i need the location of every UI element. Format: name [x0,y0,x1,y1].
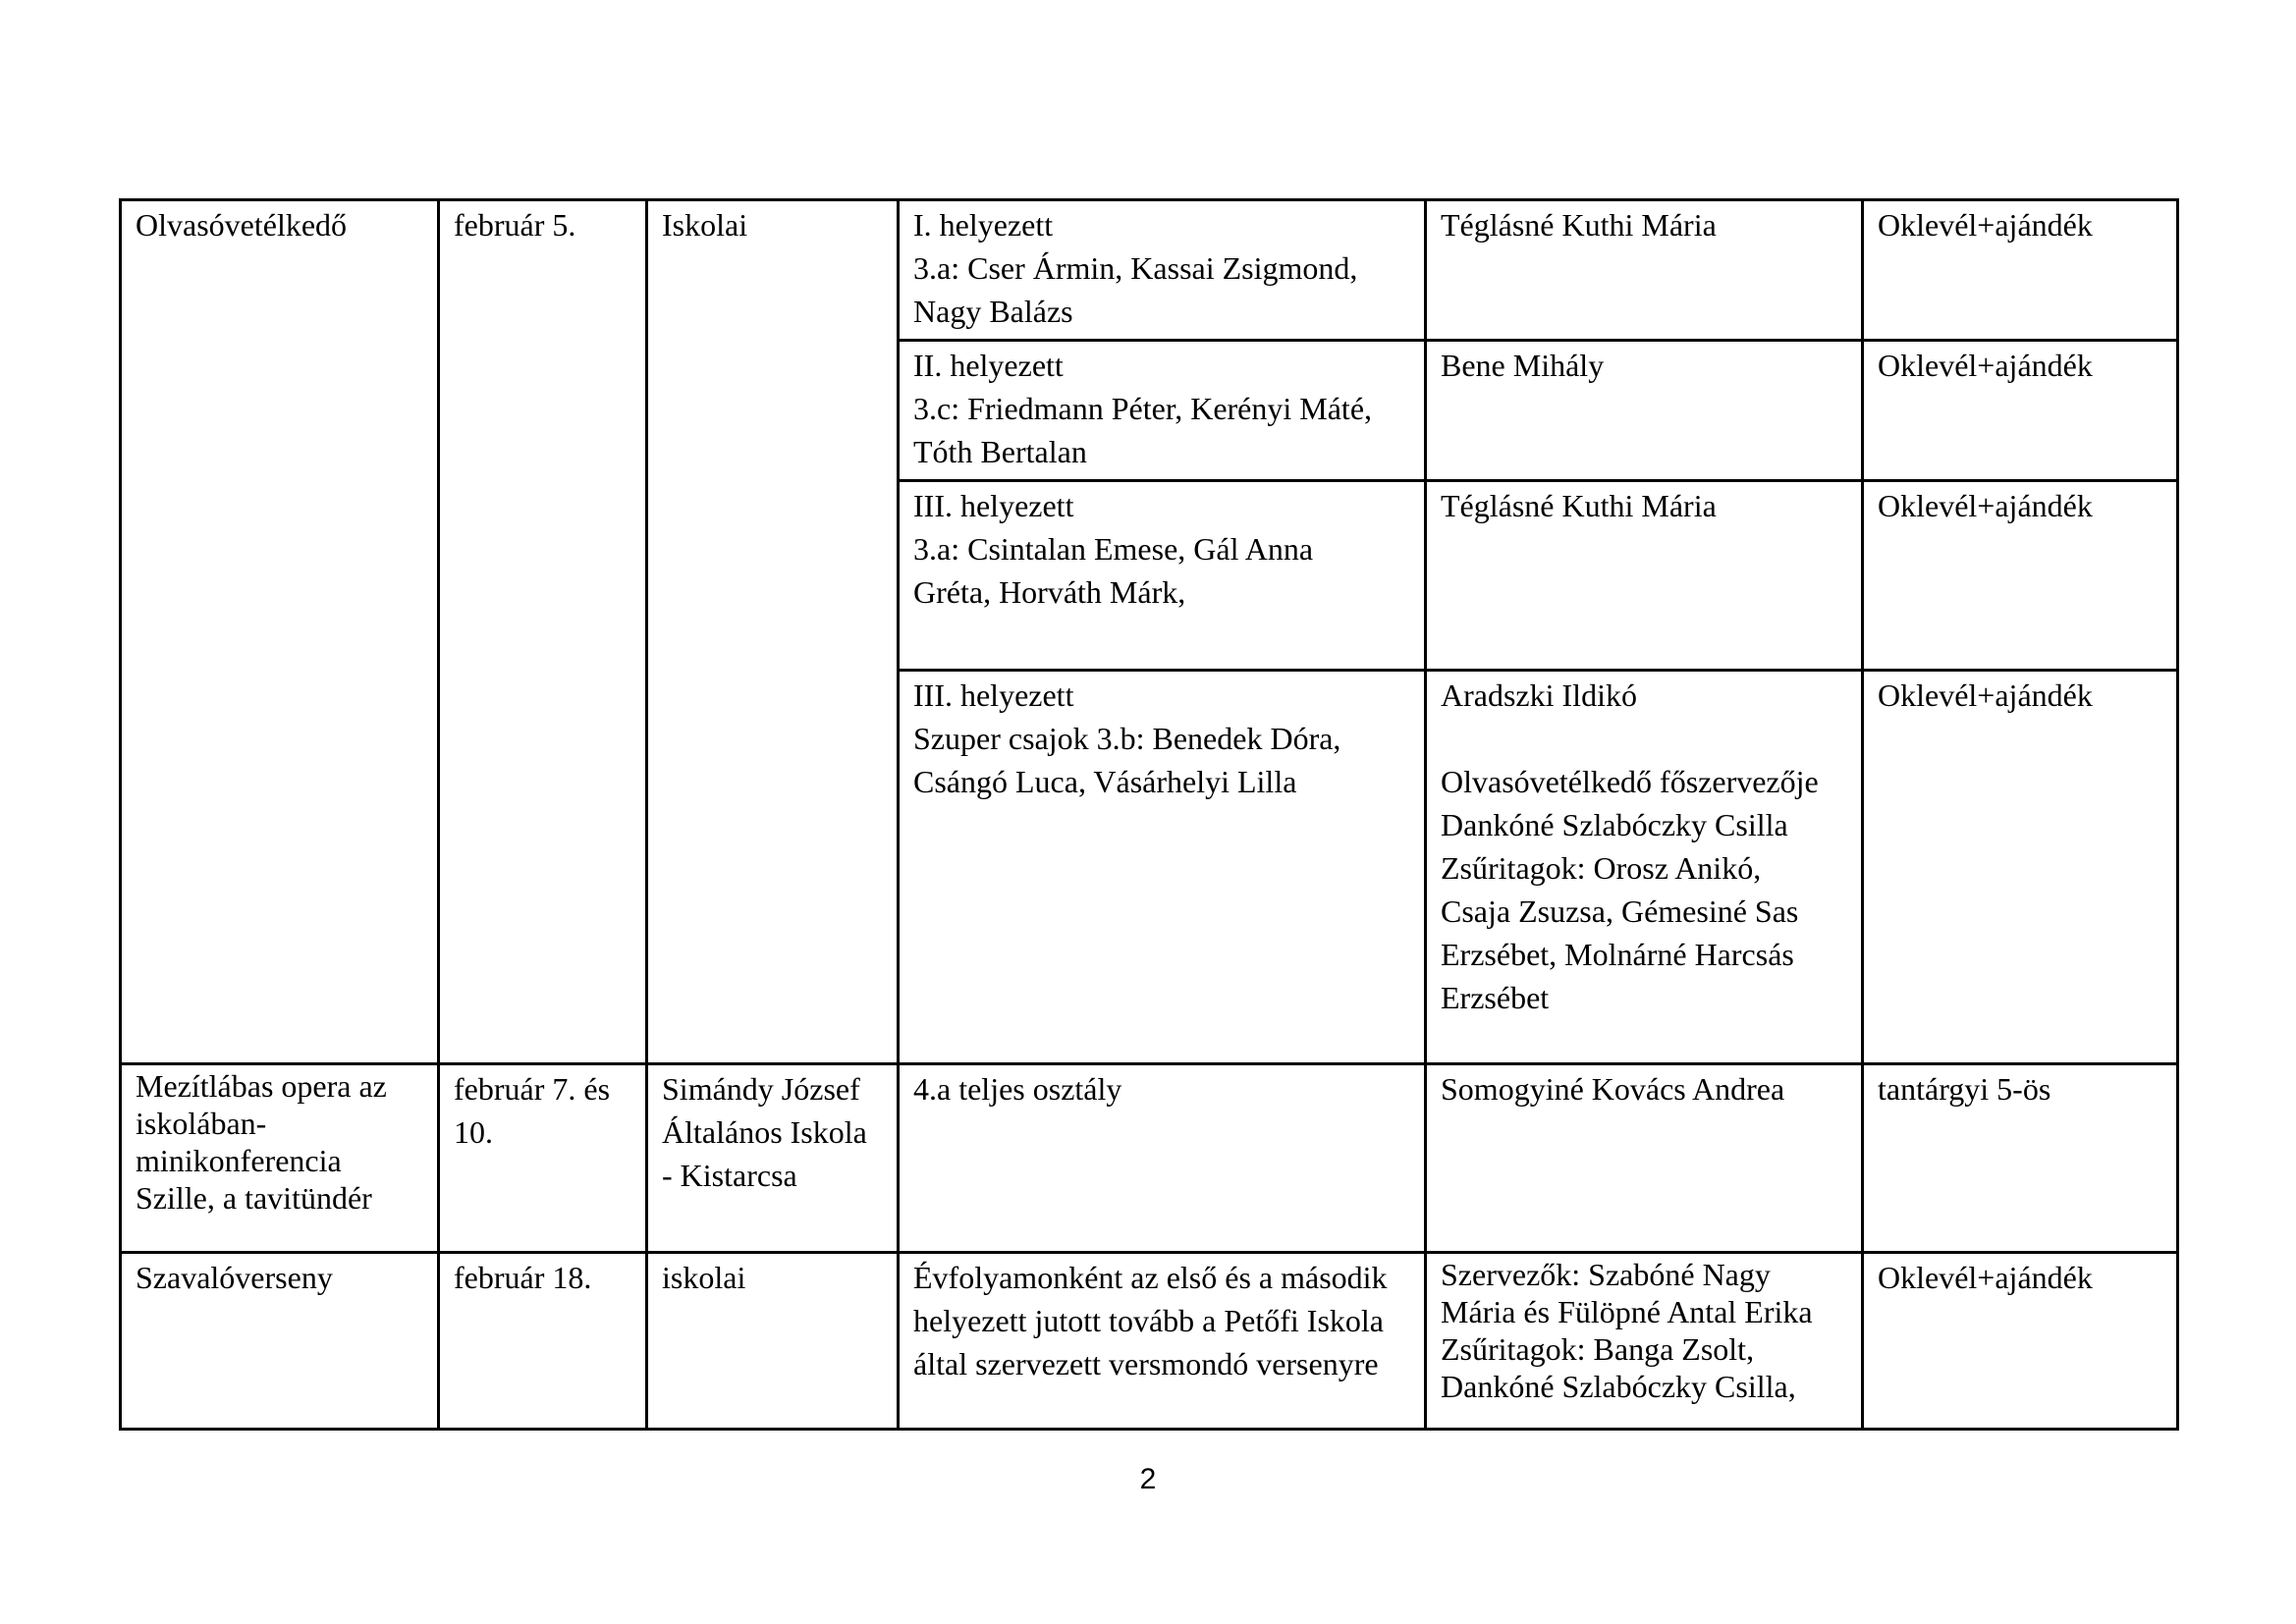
award-text: Oklevél+ajándék [1878,207,2093,243]
result-description: által szervezett versmondó versenyre [913,1346,1379,1381]
placement-participants: Gréta, Horváth Márk, [913,574,1186,610]
teacher-cell [1426,341,1863,481]
event-name: Szavalóverseny [136,1260,333,1295]
placement-title: III. helyezett [913,677,1074,713]
placement-title: II. helyezett [913,348,1064,383]
event-level: - Kistarcsa [662,1158,797,1193]
result-cell [899,341,1426,481]
result-cell [899,481,1426,671]
award-text: Oklevél+ajándék [1878,1260,2093,1295]
placement-participants: Csángó Luca, Vásárhelyi Lilla [913,764,1297,799]
teacher-name: Téglásné Kuthi Mária [1441,488,1717,523]
placement-participants: 4.a teljes osztály [913,1071,1122,1107]
award-text: Oklevél+ajándék [1878,488,2093,523]
organizer-note: Olvasóvetélkedő főszervezője [1441,764,1819,799]
event-cell [121,200,439,1064]
placement-participants: 3.a: Cser Ármin, Kassai Zsigmond, [913,250,1358,286]
teacher-cell [1426,1064,1863,1253]
result-cell [899,1064,1426,1253]
level-cell [647,1064,899,1253]
date-cell [439,1253,647,1430]
result-cell [899,671,1426,1064]
event-level: Simándy József [662,1071,860,1107]
level-cell [647,200,899,1064]
result-cell [899,1253,1426,1430]
result-description: helyezett jutott tovább a Petőfi Iskola [913,1303,1384,1338]
award-cell [1863,341,2178,481]
page-number: 2 [1139,1463,1157,1495]
table-row [121,1064,2178,1253]
results-table [119,198,2179,1431]
placement-participants: Nagy Balázs [913,294,1073,329]
award-text: Oklevél+ajándék [1878,677,2093,713]
event-date: 10. [454,1114,493,1150]
placement-participants: 3.c: Friedmann Péter, Kerényi Máté, [913,391,1373,426]
award-text: tantárgyi 5-ös [1878,1071,2051,1107]
award-text: Oklevél+ajándék [1878,348,2093,383]
jury-note: Zsűritagok: Banga Zsolt, [1441,1331,1755,1367]
award-cell [1863,200,2178,341]
placement-participants: 3.a: Csintalan Emese, Gál Anna [913,531,1314,567]
teacher-name: Téglásné Kuthi Mária [1441,207,1717,243]
placement-participants: Szuper csajok 3.b: Benedek Dóra, [913,721,1341,756]
teacher-name: Bene Mihály [1441,348,1605,383]
jury-note: Zsűritagok: Orosz Anikó, [1441,850,1762,886]
jury-note: Dankóné Szlabóczky Csilla, [1441,1369,1796,1404]
event-name: Szille, a tavitündér [136,1180,372,1216]
table-row [121,1253,2178,1430]
event-level: Általános Iskola [662,1114,867,1150]
event-date: február 7. és [454,1071,611,1107]
teacher-cell [1426,481,1863,671]
event-name: Mezítlábas opera az [136,1068,387,1104]
event-cell [121,1253,439,1430]
event-name: minikonferencia [136,1143,342,1178]
jury-note: Erzsébet, Molnárné Harcsás [1441,937,1794,972]
date-cell [439,200,647,1064]
placement-participants: Tóth Bertalan [913,434,1087,469]
teacher-name: Aradszki Ildikó [1441,677,1637,713]
teacher-cell [1426,200,1863,341]
table-row [121,200,2178,341]
organizer-note: Mária és Fülöpné Antal Erika [1441,1294,1813,1329]
placement-title: I. helyezett [913,207,1054,243]
jury-note: Csaja Zsuzsa, Gémesiné Sas [1441,893,1799,929]
event-name: iskolában- [136,1106,267,1141]
teacher-name: Somogyiné Kovács Andrea [1441,1071,1785,1107]
event-level: Iskolai [662,207,748,243]
teacher-cell [1426,671,1863,1064]
level-cell [647,1253,899,1430]
award-cell [1863,1064,2178,1253]
event-level: iskolai [662,1260,746,1295]
award-cell [1863,671,2178,1064]
event-date: február 5. [454,207,576,243]
result-description: Évfolyamonként az első és a második [913,1260,1388,1295]
date-cell [439,1064,647,1253]
event-cell [121,1064,439,1253]
jury-note: Erzsébet [1441,980,1550,1015]
award-cell [1863,1253,2178,1430]
spacer [1441,717,1847,760]
placement-title: III. helyezett [913,488,1074,523]
event-name: Olvasóvetélkedő [136,207,348,243]
organizer-note: Szervezők: Szabóné Nagy [1441,1257,1771,1292]
organizer-note: Dankóné Szlabóczky Csilla [1441,807,1788,842]
result-cell [899,200,1426,341]
award-cell [1863,481,2178,671]
event-date: február 18. [454,1260,592,1295]
teacher-cell [1426,1253,1863,1430]
